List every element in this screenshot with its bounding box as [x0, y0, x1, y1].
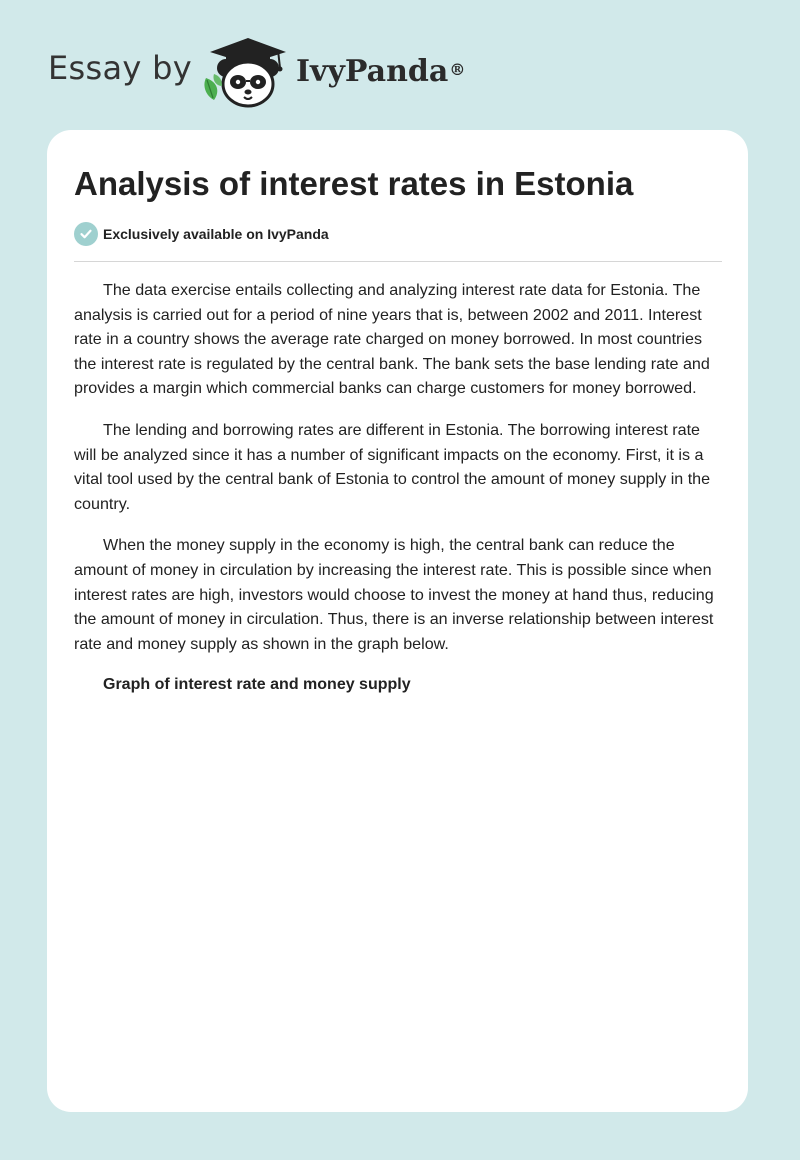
essay-by-label: Essay by	[48, 49, 192, 87]
brand-text: IvyPanda	[296, 54, 449, 89]
page-title: Analysis of interest rates in Estonia	[74, 165, 634, 202]
article-body	[74, 278, 724, 697]
check-icon	[74, 222, 98, 246]
site-header	[0, 0, 800, 120]
panda-graduation-logo-icon[interactable]	[200, 34, 292, 110]
paragraph: When the money supply in the economy is high, the central bank can reduce the amount of money in circulation by increasing the interest rate. This is possible since when interest rates are high, investors would choose to invest the money at hand thus, reducing the amount of money in circulation. Thus, there is an inverse relationship between interest rate and money supply as shown in the graph below.	[74, 536, 714, 653]
registered-mark: ®	[449, 60, 466, 79]
divider	[74, 261, 722, 262]
exclusive-badge-label: Exclusively available on IvyPanda	[103, 226, 329, 242]
paragraph: The data exercise entails collecting and analyzing interest rate data for Estonia. The analysis is carried out for a period of nine years that is, between 2002 and 2011. Interest rate in a country shows the average rate charged on money borrowed. In most countries the interest rate is regulated by the central bank. The bank sets the base lending rate and provides a margin which commercial banks can charge customers for money borrowed.	[74, 281, 710, 398]
section-subheading: Graph of interest rate and money supply	[103, 676, 411, 694]
paragraph: The lending and borrowing rates are different in Estonia. The borrowing interest rate will be analyzed since it has a number of significant impacts on the economy. First, it is a vital tool used by the central bank of Estonia to control the amount of money supply in the country.	[74, 420, 711, 513]
article-card	[47, 130, 748, 1112]
brand-name[interactable]	[296, 52, 465, 92]
exclusive-badge	[74, 221, 329, 247]
